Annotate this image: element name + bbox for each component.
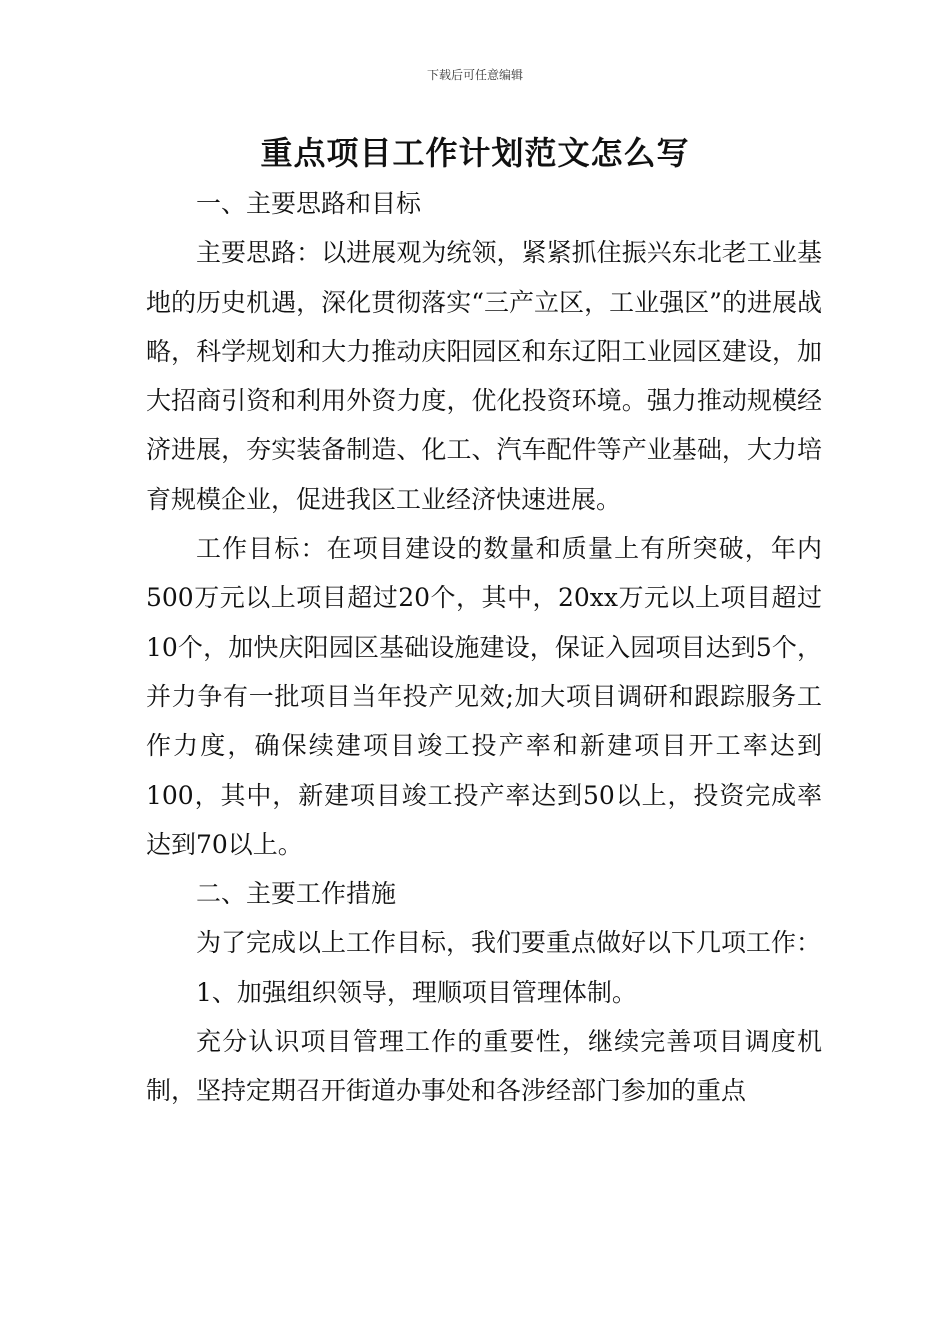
document-body bbox=[146, 179, 822, 1116]
page-header-note: 下载后可任意编辑 bbox=[426, 68, 523, 82]
subheading-measure-1: 1、加强组织领导，理顺项目管理体制。 bbox=[196, 977, 637, 1007]
paragraph-measure-1: 充分认识项目管理工作的重要性，继续完善项目调度机制，坚持定期召开街道办事处和各涉经部门参加的重点 bbox=[146, 1027, 822, 1106]
section-heading-1: 一、主要思路和目标 bbox=[196, 189, 422, 218]
paragraph-main-idea: 主要思路：以进展观为统领，紧紧抓住振兴东北老工业基地的历史机遇，深化贯彻落实“三产立区，工业强区”的进展战略，科学规划和大力推动庆阳园区和东辽阳工业园区建设，加大招商引资和利用外资力度，优化投资环境。强力推动规模经济进展，夯实装备制造、化工、汽车配件等产业基础，大力培育规模企业，促进我区工业经济快速进展。 bbox=[146, 238, 822, 514]
paragraph-work-goal: 工作目标：在项目建设的数量和质量上有所突破，年内500万元以上项目超过20个，其中，20xx万元以上项目超过10个，加快庆阳园区基础设施建设，保证入园项目达到5个，并力争有一批项目当年投产见效;加大项目调研和跟踪服务工作力度，确保续建项目竣工投产率和新建项目开工率达到100，其中，新建项目竣工投产率达到50以上，投资完成率达到70以上。 bbox=[146, 534, 822, 859]
section-heading-2: 二、主要工作措施 bbox=[196, 879, 397, 909]
document-title: 重点项目工作计划范文怎么写 bbox=[260, 134, 690, 172]
paragraph-intro-measures: 为了完成以上工作目标，我们要重点做好以下几项工作： bbox=[196, 928, 822, 958]
